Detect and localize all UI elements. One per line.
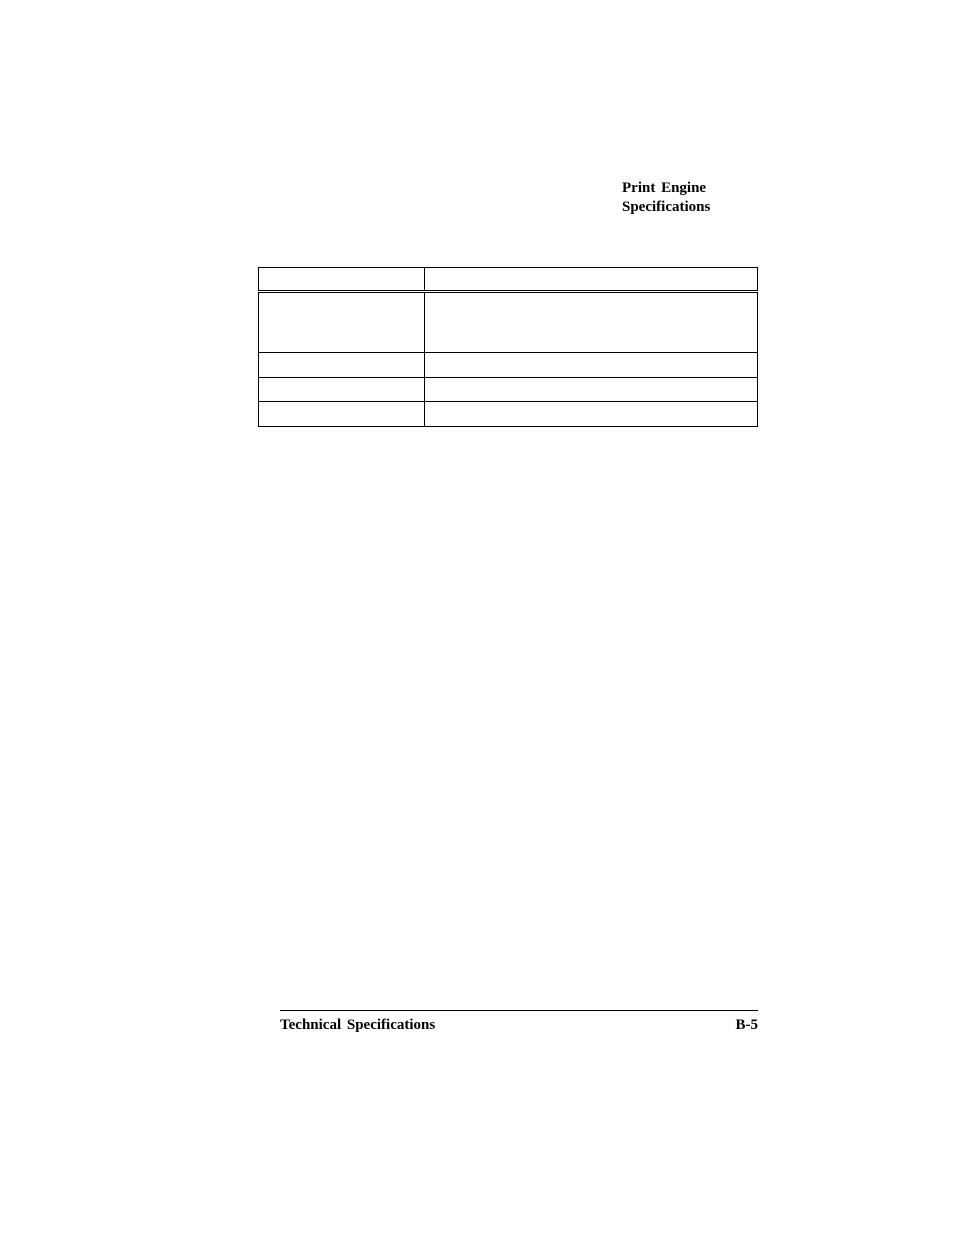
table-cell xyxy=(425,353,758,378)
table-header-row xyxy=(259,268,758,292)
section-heading-line-2: Specifications xyxy=(622,199,711,215)
table-cell xyxy=(259,268,425,292)
table-cell xyxy=(259,292,425,353)
table-cell xyxy=(425,268,758,292)
table-cell xyxy=(259,378,425,402)
footer-divider xyxy=(280,1010,758,1011)
table-cell xyxy=(425,402,758,427)
section-heading xyxy=(622,179,710,217)
table-cell xyxy=(259,353,425,378)
section-heading-line-1: Print Engine xyxy=(622,180,707,196)
spec-table xyxy=(258,267,758,427)
table-row xyxy=(259,353,758,378)
table-row xyxy=(259,378,758,402)
page-number: B-5 xyxy=(735,1017,758,1033)
table-cell xyxy=(425,378,758,402)
table-row xyxy=(259,402,758,427)
table-cell xyxy=(259,402,425,427)
footer-title: Technical Specifications xyxy=(280,1017,436,1033)
table-cell xyxy=(425,292,758,353)
table-row xyxy=(259,292,758,353)
